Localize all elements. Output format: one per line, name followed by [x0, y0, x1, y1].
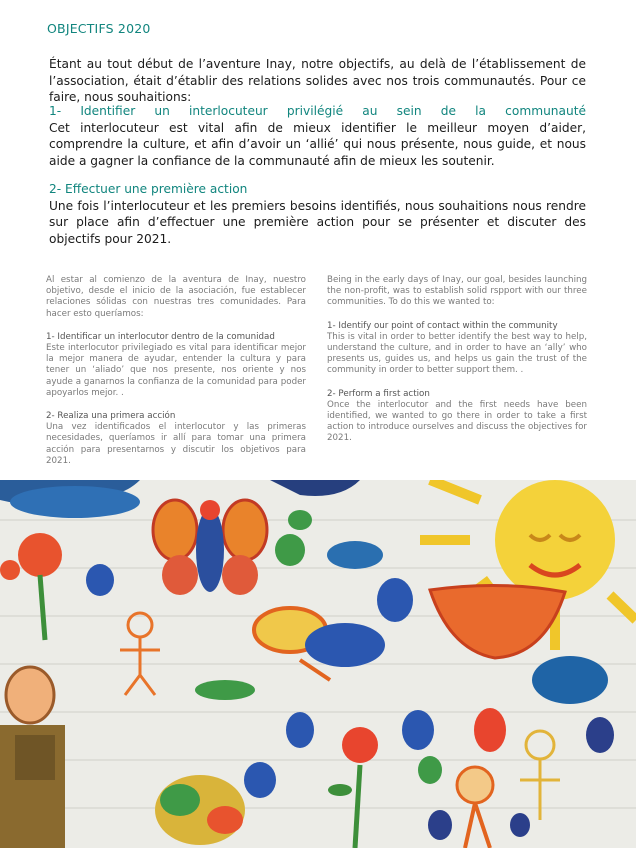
section-title: OBJECTIFS 2020	[47, 21, 151, 36]
french-objective-2	[49, 181, 586, 247]
english-column	[327, 275, 587, 445]
spanish-objective-1-heading: 1- Identificar un interlocutor dentro de la comunidad	[46, 331, 275, 342]
english-objective-2	[327, 389, 587, 445]
mural-illustration	[0, 480, 636, 848]
english-objective-1	[327, 321, 587, 377]
spanish-column	[46, 275, 306, 467]
english-objective-1-heading: 1- Identify our point of contact within the community	[327, 320, 558, 331]
spanish-objective-2-text: Una vez identificados el interlocutor y las primeras necesidades, queríamos ir allí para tomar una primera acción para presentarnos y discutir los objetivos para 2021.	[46, 422, 306, 466]
french-objective-1-text: Cet interlocuteur est vital afin de mieux identifier le meilleur moyen d’aider, comprendre la culture, et afin d’avoir un ‘allié’ qui nous présente, nous guide, et nous aide a gagner la confiance de la communauté afin de mieux les soutenir.	[49, 120, 586, 168]
french-objective-2-heading: 2- Effectuer une première action	[49, 182, 248, 196]
french-objective-2-text: Une fois l’interlocuteur et les premiers besoins identifiés, nous souhaitions nous rendre sur place afin d’effectuer une première action pour se présenter et discuter des objectifs pour 2021.	[49, 198, 586, 246]
tree-drawing	[155, 775, 245, 845]
children-mural-photo	[0, 480, 636, 848]
butterfly-drawing	[153, 500, 267, 595]
spanish-objective-1	[46, 332, 306, 399]
english-intro: Being in the early days of Inay, our goal, besides launching the non-profit, was to establish solid rspport with our three communities. To do this we wanted to:	[327, 275, 587, 308]
spanish-objective-2-heading: 2- Realiza una primera acción	[46, 411, 176, 422]
french-objective-1	[49, 103, 586, 169]
french-intro-text: Étant au tout début de l’aventure Inay, notre objectifs, au delà de l’établissement de l’association, était d’établir des relations solides avec nos trois communautés. Pour ce faire, nous souhaitions:	[49, 57, 586, 105]
english-objective-1-text: This is vital in order to better identify the best way to help, understand the culture, and in order to have an ‘ally’ who presents us, guides us, and helps us gain the trust of the community in order to better support them. .	[327, 331, 587, 376]
spanish-objective-1-text: Este interlocutor privilegiado es vital para identificar mejor la mejor manera de ayudar, entender la cultura y para tener un ‘aliado’ que nos presente, nos oriente y nos ayude a ganarnos la confianza de la comunidad para poder apoyarlos mejor. .	[46, 343, 306, 398]
french-intro	[49, 56, 586, 106]
french-objective-1-heading: 1- Identifier un interlocuteur privilégié au sein de la communauté	[49, 104, 586, 118]
person-drawing	[0, 667, 65, 848]
spanish-intro: Al estar al comienzo de la aventura de Inay, nuestro objetivo, desde el inicio de la asociación, fue establecer relaciones sólidas con nuestras tres comunidades. Para hacer esto queríamos:	[46, 275, 306, 319]
english-objective-2-heading: 2- Perform a first action	[327, 388, 430, 399]
spanish-objective-2	[46, 411, 306, 467]
english-objective-2-text: Once the interlocutor and the first needs have been identified, we wanted to go there in order to take a first action to introduce ourselves and discuss the objectives for 2021.	[327, 399, 587, 444]
